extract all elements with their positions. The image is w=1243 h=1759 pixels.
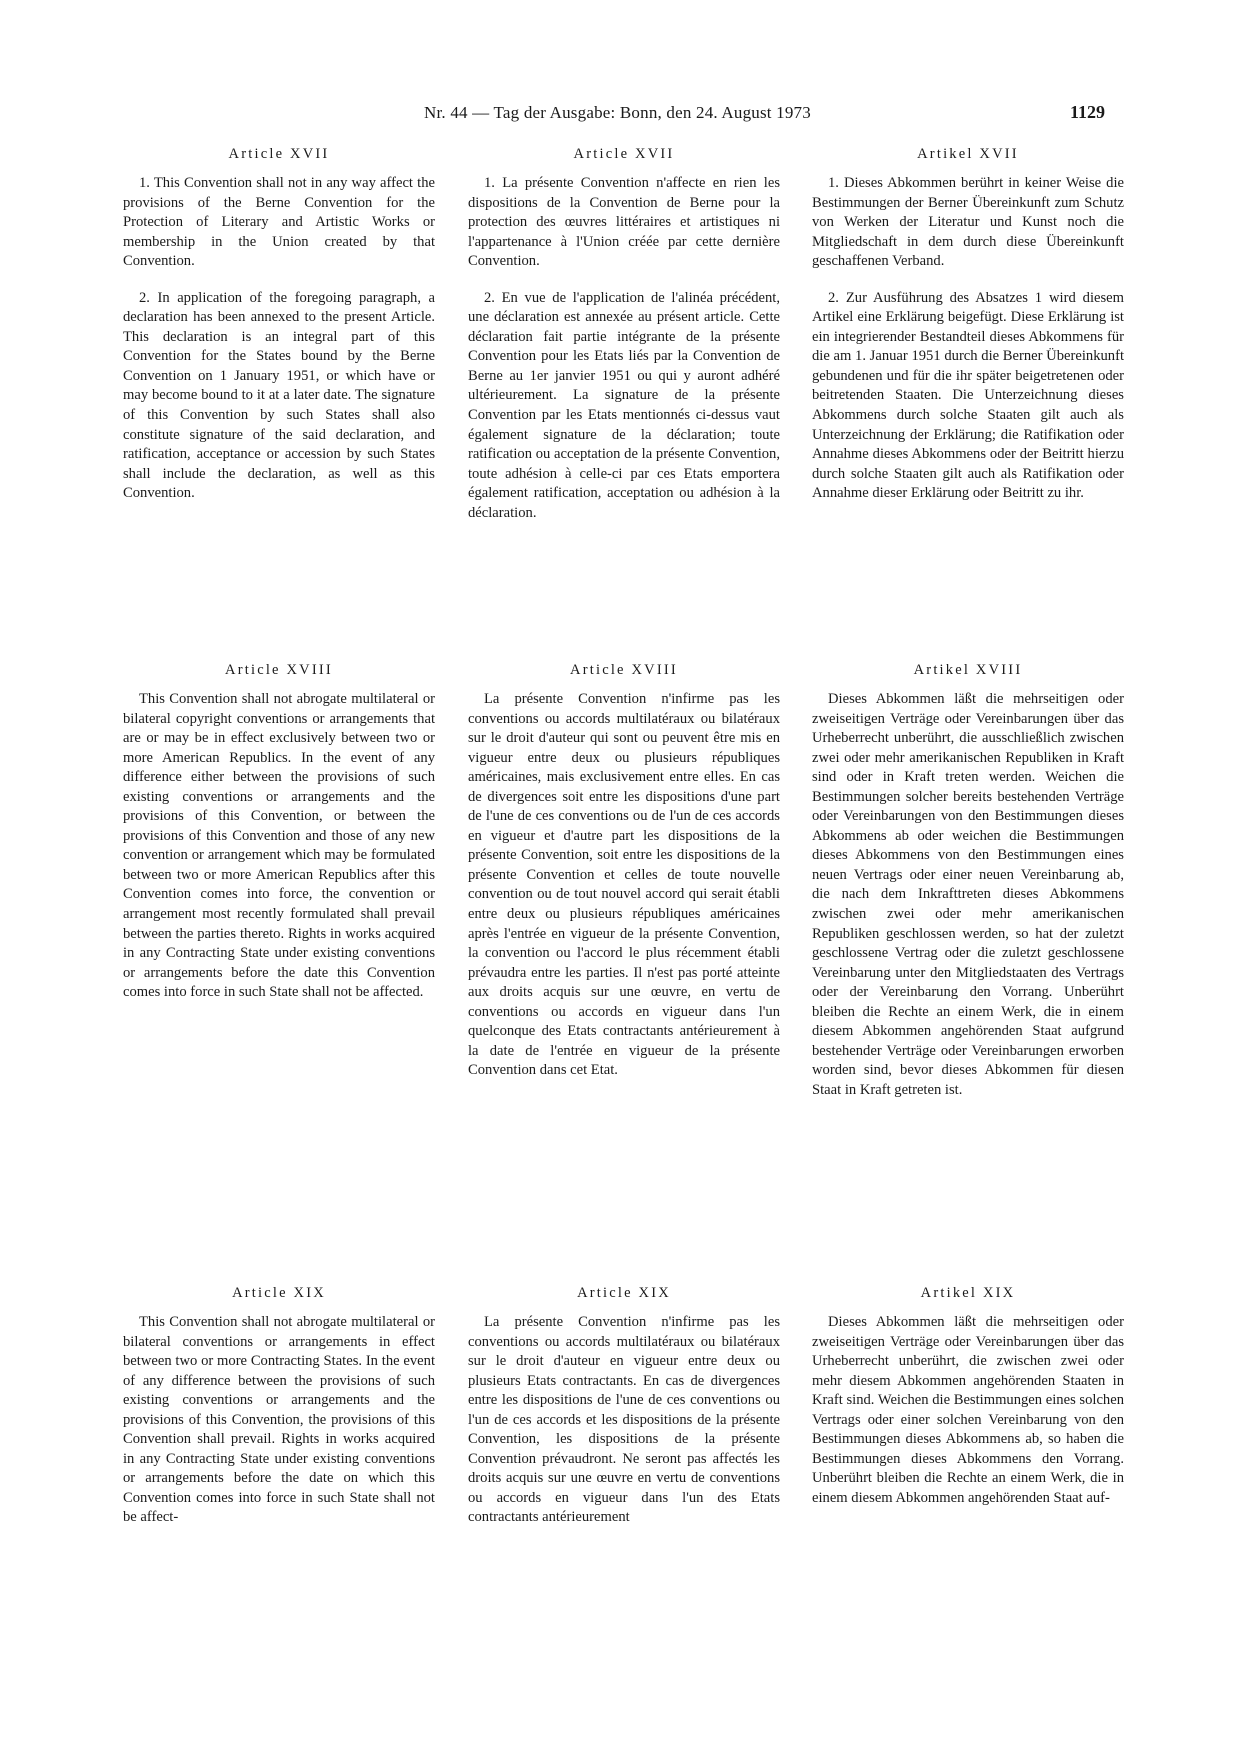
article-xix-de bbox=[812, 1284, 1124, 1525]
paragraph: La présente Convention n'infirme pas les conventions ou accords multilatéraux ou bilatéraux sur le droit d'auteur en vigueur entre deux ou plusieurs Etats contractants. En cas de divergences entre les dispositions de l'une de ces conventions ou l'un de ces accords et les dispositions de la présente Convention, les dispositions de la présente Convention prévaudront. Ne seront pas affectés les droits acquis sur une œuvre en vertu de conventions ou accords en vigueur dans l'un des Etats contractants antérieurement bbox=[468, 1314, 780, 1526]
paragraph: La présente Convention n'infirme pas les conventions ou accords multilatéraux ou bilatéraux sur le droit d'auteur qui sont ou peuvent être mis en vigueur entre deux ou plusieurs républiques américaines, mais exclusivement entre elles. En cas de divergences soit entre les dispositions d'une part de l'une de ces conventions ou de l'un de ces accords en vigueur et d'autre part les dispositions de la présente Convention, soit entre les dispositions de la présente Convention et celles de toute nouvelle convention ou de tout nouvel accord qui serait établi entre deux ou plusieurs républiques américaines après l'entrée en vigueur de la présente Convention, la convention ou l'accord le plus récemment établi prévaudra entre les parties. Il n'est pas porté atteinte aux droits acquis sur une œuvre, en vertu de conventions ou accords en vigueur dans l'un quelconque des Etats contractants antérieurement à la date de l'entrée en vigueur de la présente Convention dans cet Etat. bbox=[468, 691, 780, 1079]
paragraph: 1. This Convention shall not in any way affect the provisions of the Berne Convention for the Protection of Literary and Artistic Works or membership in the Union created by that Convention. bbox=[123, 175, 435, 270]
paragraph: 2. In application of the foregoing paragraph, a declaration has been annexed to the present Article. This declaration is an integral part of this Convention for the States bound by the Berne Convention on 1 January 1951, or which have or may become bound to it at a later date. The signature of this Convention by such States shall also constitute signature of the said declaration, and ratification, acceptance or accession by such States shall include the declaration, as well as this Convention. bbox=[123, 289, 435, 502]
article-heading: Article XVIII bbox=[225, 662, 333, 678]
paragraph: 1. Dieses Abkommen berührt in keiner Weise die Bestimmungen der Berner Übereinkunft zum Schutz von Werken der Literatur und Kunst noch die Mitgliedschaft in dem durch diese Übereinkunft geschaffenen Verband. bbox=[812, 175, 1124, 270]
paragraph: Dieses Abkommen läßt die mehrseitigen oder zweiseitigen Verträge oder Vereinbarungen über das Urheberrecht unberührt, die zwischen zwei oder mehr diesem Abkommen angehörenden Staaten in Kraft sind. Weichen die Bestimmungen eines solchen Vertrags oder einer solchen Vereinbarung von den Bestimmungen dieses Abkommens ab, so haben die Bestimmungen dieses Abkommens den Vorrang. Unberührt bleiben die Rechte an einem Werk, die in einem diesem Abkommen angehörenden Staat auf- bbox=[812, 1314, 1124, 1506]
article-heading: Article XIX bbox=[577, 1285, 671, 1301]
article-xix-en bbox=[123, 1284, 435, 1545]
article-xviii-de bbox=[812, 661, 1124, 1117]
paragraph: Dieses Abkommen läßt die mehrseitigen oder zweiseitigen Verträge oder Vereinbarungen über das Urheberrecht unberührt, die ausschließlich zwischen zwei oder mehr amerikanischen Republiken in Kraft sind oder in Kraft treten werden. Weichen die Bestimmungen solcher bereits bestehenden Verträge oder Vereinbarungen von den Bestimmungen dieses Abkommens ab oder weichen die Bestimmungen dieses Abkommens von den Bestimmungen eines neuen Vertrags oder einer neuen Vereinbarung ab, die nach dem Inkrafttreten dieses Abkommens zwischen zwei oder mehr amerikanischen Republiken geschlossen werden, so hat der zuletzt geschlossene Vertrag oder die zuletzt geschlossene Vereinbarung unter den Mitgliedstaaten des Vertrags oder der Vereinbarung den Vorrang. Unberührt bleiben die Rechte an einem Werk, die in einem diesem Abkommen angehörenden Staat aufgrund bestehender Verträge oder Vereinbarungen erworben worden sind, bevor dieses Abkommen für diesen Staat in Kraft getreten ist. bbox=[812, 691, 1124, 1098]
article-heading: Artikel XIX bbox=[920, 1285, 1016, 1301]
article-xviii-fr bbox=[468, 661, 780, 1098]
article-xvii-en bbox=[123, 145, 435, 521]
article-xviii-en bbox=[123, 661, 435, 1020]
paragraph: 2. Zur Ausführung des Absatzes 1 wird diesem Artikel eine Erklärung beigefügt. Diese Erklärung ist ein integrierender Bestandteil dieses Abkommens für die am 1. Januar 1951 durch die Berner Übereinkunft gebundenen und für die ihr später beigetretenen oder beitretenden Staaten. Die Unterzeichnung dieses Abkommens durch solche Staaten gilt auch als Unterzeichnung der Erklärung; die Ratifikation oder Annahme dieses Abkommens oder der Beitritt hierzu durch solche Staaten gilt auch als Ratifikation oder Annahme dieser Erklärung oder Beitritt zu ihr. bbox=[812, 289, 1124, 502]
article-heading: Article XVII bbox=[573, 146, 675, 162]
paragraph: This Convention shall not abrogate multilateral or bilateral copyright conventions or arrangements that are or may be in effect exclusively between two or more American Republics. In the event of any difference either between the provisions of such existing conventions or arrangements and the provisions of this Convention, or between the provisions of this Convention and those of any new convention or arrangement which may be formulated between two or more American Republics after this Convention comes into force, the convention or arrangement most recently formulated shall prevail between the parties thereto. Rights in works acquired in any Contracting State under existing conventions or arrangements before the date this Convention comes into force in such State shall not be affected. bbox=[123, 691, 435, 1001]
page-number: 1129 bbox=[1069, 102, 1105, 122]
paragraph: 1. La présente Convention n'affecte en rien les dispositions de la Convention de Berne pour la protection des œuvres littéraires et artistiques ni l'appartenance à l'Union créée par cette dernière Convention. bbox=[468, 175, 780, 270]
paragraph: 2. En vue de l'application de l'alinéa précédent, une déclaration est annexée au présent article. Cette déclaration fait partie intégrante de la présente Convention pour les Etats liés par la Convention de Berne au 1er janvier 1951 ou qui y auront adhéré ultérieurement. La signature de la présente Convention par les Etats mentionnés ci-dessus vaut également signature de la déclaration; toute ratification ou acceptation de la présente Convention, toute adhésion à celle-ci par ces Etats emportera également ratification, acceptation ou adhésion à la déclaration. bbox=[468, 289, 780, 521]
article-xix-fr bbox=[468, 1284, 780, 1545]
issue-title: Nr. 44 — Tag der Ausgabe: Bonn, den 24. August 1973 bbox=[424, 103, 811, 122]
page-header bbox=[120, 103, 1115, 129]
article-heading: Article XVII bbox=[228, 146, 330, 162]
article-heading: Artikel XVII bbox=[917, 146, 1019, 162]
paragraph: This Convention shall not abrogate multilateral or bilateral conventions or arrangements in effect between two or more Contracting States. In the event of any difference between the provisions of such existing conventions or arrangements and the provisions of this Convention, the provisions of this Convention shall prevail. Rights in works acquired in any Contracting State under existing conventions or arrangements before the date on which this Convention comes into force in such State shall not be affect- bbox=[123, 1314, 435, 1526]
article-heading: Article XVIII bbox=[570, 662, 678, 678]
article-heading: Article XIX bbox=[232, 1285, 326, 1301]
article-xvii-de bbox=[812, 145, 1124, 521]
article-heading: Artikel XVIII bbox=[913, 662, 1023, 678]
article-xvii-fr bbox=[468, 145, 780, 540]
